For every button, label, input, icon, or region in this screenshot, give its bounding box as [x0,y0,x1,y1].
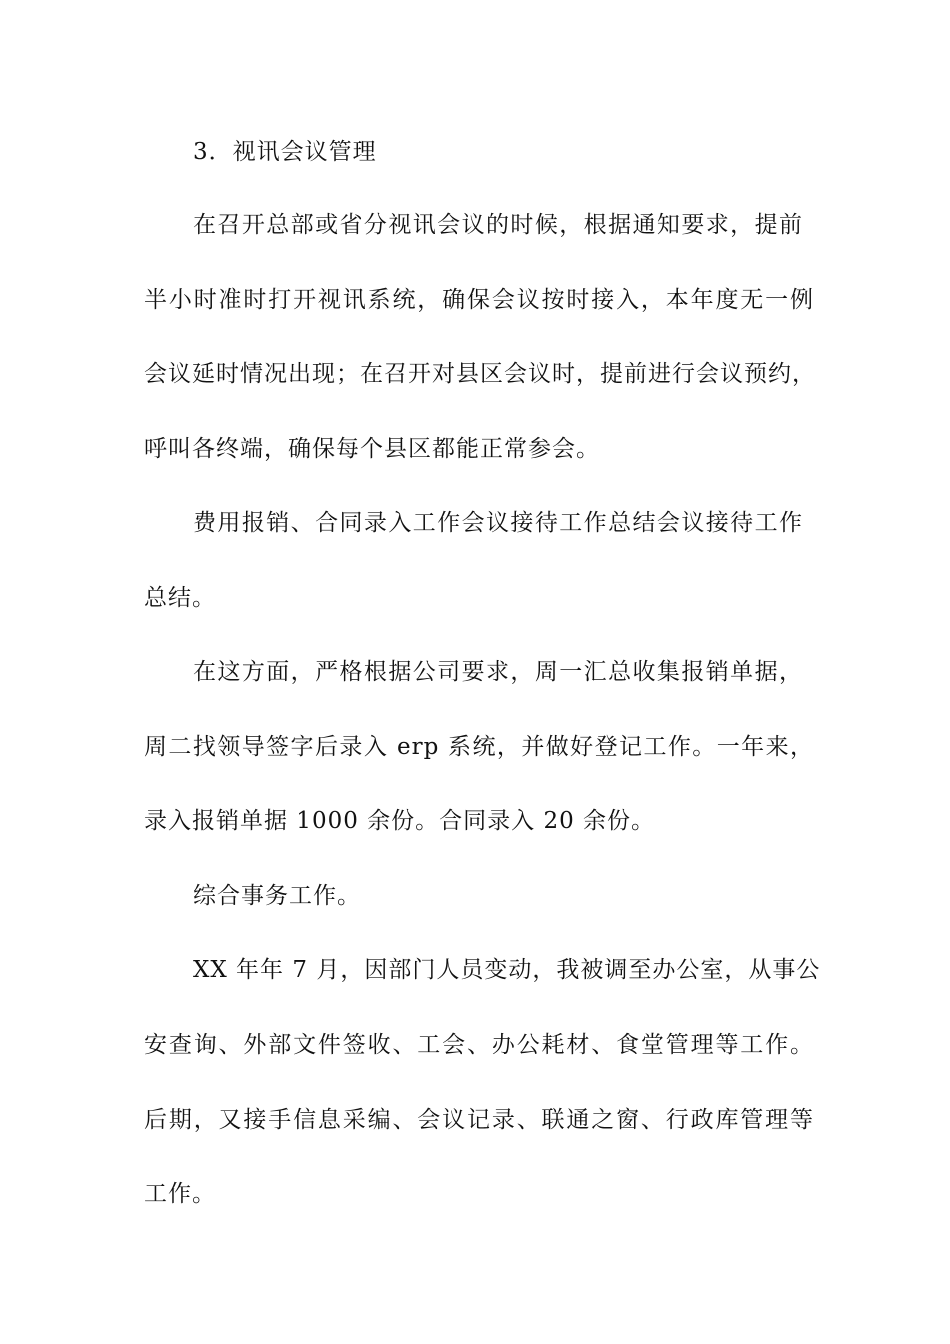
paragraph-line: 会议延时情况出现；在召开对县区会议时，提前进行会议预约， [144,361,816,387]
paragraph-line: 费用报销、合同录入工作会议接待工作总结会议接待工作 [193,510,803,536]
paragraph-line: 安查询、外部文件签收、工会、办公耗材、食堂管理等工作。 [144,1032,814,1058]
paragraph-line: 呼叫各终端，确保每个县区都能正常参会。 [144,436,600,462]
paragraph-line: 录入报销单据 1000 余份。合同录入 20 余份。 [144,808,656,834]
paragraph-line: 在这方面，严格根据公司要求，周一汇总收集报销单据， [193,659,803,685]
paragraph-line: 周二找领导签字后录入 erp 系统，并做好登记工作。一年来， [144,734,814,760]
paragraph-line: 工作。 [144,1181,216,1207]
paragraph-line: 总结。 [144,585,216,611]
section-heading: 综合事务工作。 [193,883,361,909]
paragraph-line: 后期，又接手信息采编、会议记录、联通之窗、行政库管理等 [144,1107,814,1133]
paragraph-line: XX 年年 7 月，因部门人员变动，我被调至办公室，从事公 [193,957,821,983]
section-heading: 3．视讯会议管理 [193,139,377,165]
paragraph-line: 在召开总部或省分视讯会议的时候，根据通知要求，提前 [193,212,803,238]
paragraph-line: 半小时准时打开视讯系统，确保会议按时接入，本年度无一例 [144,287,814,313]
